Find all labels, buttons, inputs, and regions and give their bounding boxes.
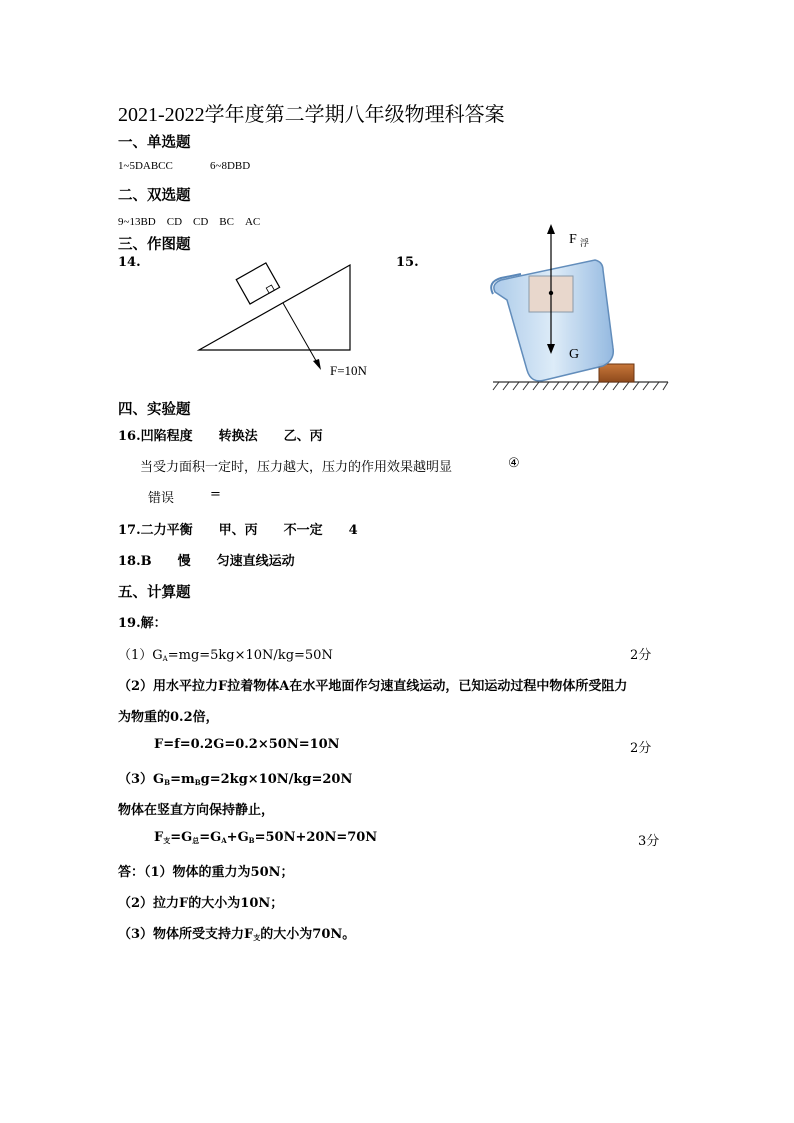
eq-sub1: 支: [163, 836, 171, 845]
eq-e: =50N+20N=70N: [254, 830, 378, 845]
q16-line2: 当受力面积一定时，压力越大，压力的作用效果越明显: [140, 460, 453, 475]
eq-sub3: A: [221, 836, 227, 845]
step3-equation: [154, 830, 377, 846]
double-answers: 9~13BD CD CD BC AC: [118, 216, 261, 228]
incline-diagram: [195, 255, 395, 385]
q16-line3a: 错误: [148, 491, 175, 506]
force-arrow: [283, 303, 319, 366]
answer-2: （2）拉力F的大小为10N；: [118, 896, 284, 911]
q19: 19.解：: [118, 616, 167, 631]
single-answers-2: 6~8DBD: [210, 160, 251, 172]
eq-d: +G: [226, 830, 249, 845]
force-arrowhead: [313, 359, 321, 370]
force-label: F=10N: [330, 363, 367, 378]
step3-score: 3分: [638, 834, 660, 849]
step2-line2: 为物重的0.2倍，: [118, 710, 219, 725]
q16-line1: 16.凹陷程度 转换法 乙、丙: [118, 429, 323, 444]
calc-step1: [118, 644, 333, 663]
answer-3-sub: 支: [253, 933, 261, 942]
step3-text: 物体在竖直方向保持静止，: [118, 803, 275, 818]
section-experiment: 四、实验题: [118, 402, 191, 418]
answer-3b: 的大小为70N。: [260, 927, 356, 942]
page-title: 2021-2022学年度第二学期八年级物理科答案: [118, 104, 505, 126]
step1-score: 2分: [630, 648, 652, 663]
calc-step3: [118, 768, 352, 787]
step1-rest: =mg=5kg×10N/kg=50N: [167, 648, 333, 663]
q16-line3b: =: [210, 487, 221, 502]
buoyancy-subscript: 浮: [580, 239, 590, 249]
eq-sub2: 总: [192, 836, 200, 845]
answer-3a: （3）物体所受支持力F: [118, 927, 254, 942]
step2-line1: （2）用水平拉力F拉着物体A在水平地面作匀速直线运动，已知运动过程中物体所受阻力: [118, 679, 628, 694]
q16-circle: ④: [508, 456, 520, 471]
gravity-label: G: [569, 347, 580, 362]
q15-label: 15.: [396, 255, 419, 270]
q18: 18.B 慢 匀速直线运动: [118, 554, 295, 569]
eq-a: F: [154, 830, 164, 845]
ground-hatching: [493, 382, 668, 390]
step3-sub2: B: [194, 778, 201, 787]
step3-rest: g=2kg×10N/kg=20N: [200, 772, 353, 787]
section-double-choice: 二、双选题: [118, 188, 191, 204]
step2-score: 2分: [630, 741, 652, 756]
q17: 17.二力平衡 甲、丙 不一定 4: [118, 523, 358, 538]
step1-sub: A: [162, 655, 168, 663]
eq-sub4: B: [248, 836, 255, 845]
step2-equation: F=f=0.2G=0.2×50N=10N: [154, 737, 340, 752]
answer-1: 答：（1）物体的重力为50N；: [118, 865, 294, 880]
eq-c: =G: [199, 830, 222, 845]
step3-sub1: B: [164, 778, 171, 787]
step3-mid: =m: [170, 772, 195, 787]
q14-label: 14.: [118, 255, 141, 270]
answer-3: [118, 923, 355, 943]
block-on-incline: [236, 263, 279, 304]
section-drawing: 三、作图题: [118, 237, 191, 253]
step3-prefix: （3）G: [118, 772, 165, 787]
eq-b: =G: [170, 830, 193, 845]
step1-prefix: （1）G: [118, 648, 163, 663]
buoyancy-label: F: [569, 232, 577, 247]
single-answers-1: 1~5DABCC: [118, 160, 173, 172]
section-calculation: 五、计算题: [118, 585, 191, 601]
buoyancy-arrowhead: [547, 224, 555, 234]
beaker-diagram: [485, 220, 675, 395]
section-single-choice: 一、单选题: [118, 135, 191, 151]
wooden-block: [599, 364, 634, 382]
